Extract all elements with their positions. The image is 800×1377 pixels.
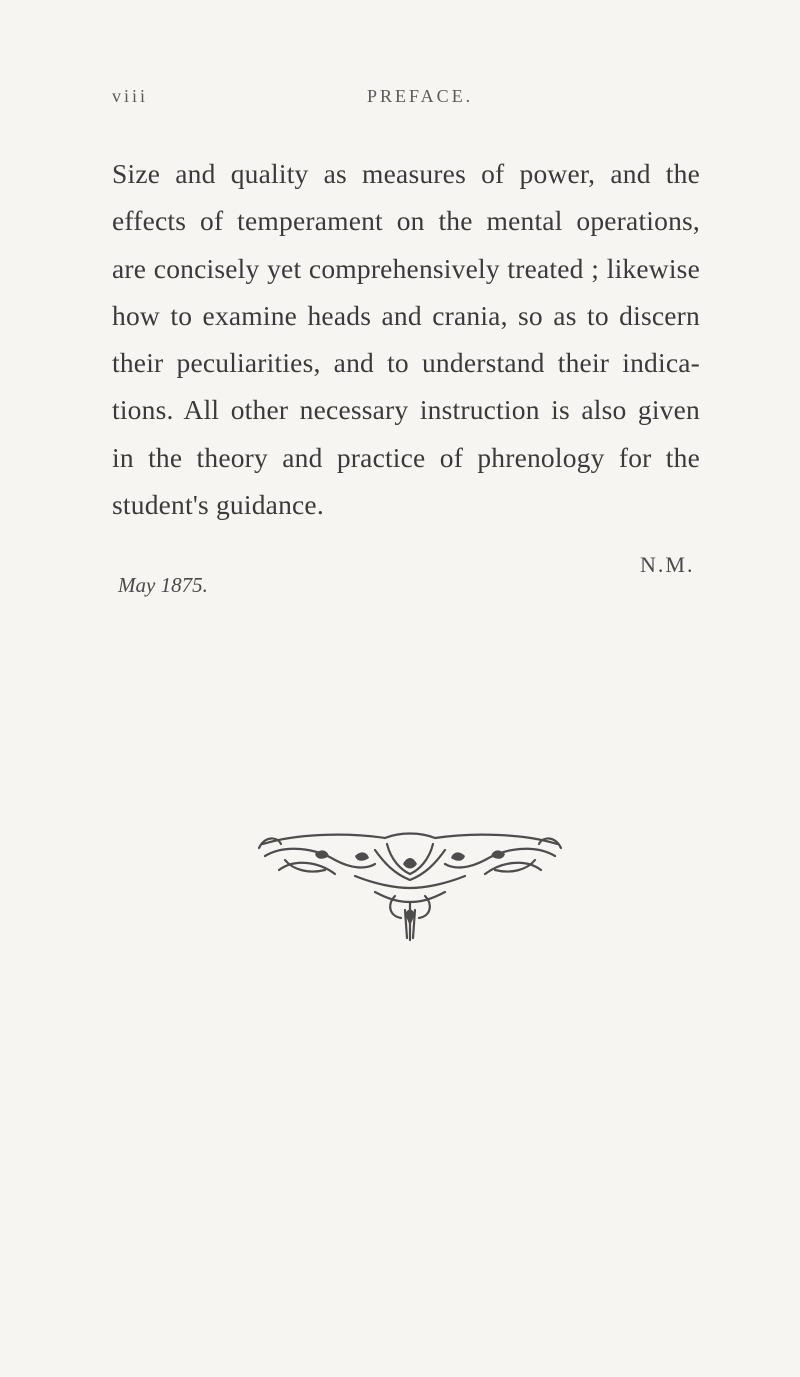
text-line: in the theory and practice of phrenology for the (112, 441, 700, 473)
author-initials: N.M. (640, 552, 695, 577)
text-line: how to examine heads and crania, so as to discern (112, 299, 700, 331)
running-head: PREFACE. (367, 86, 474, 106)
floral-tailpiece-icon (255, 830, 565, 942)
preface-paragraph (112, 150, 700, 528)
text-line: are concisely yet comprehensively treated ; likewise (112, 252, 700, 284)
page-number: viii (112, 86, 149, 106)
text-line: student's guidance. (112, 489, 324, 521)
page-header (112, 86, 712, 116)
text-line: their peculiarities, and to understand their indica- (112, 347, 700, 379)
text-line: tions. All other necessary instruction is also given (112, 394, 700, 426)
text-line: effects of temperament on the mental operations, (112, 205, 700, 237)
preface-date: May 1875. (118, 573, 208, 597)
text-line: Size and quality as measures of power, and the (112, 158, 700, 189)
